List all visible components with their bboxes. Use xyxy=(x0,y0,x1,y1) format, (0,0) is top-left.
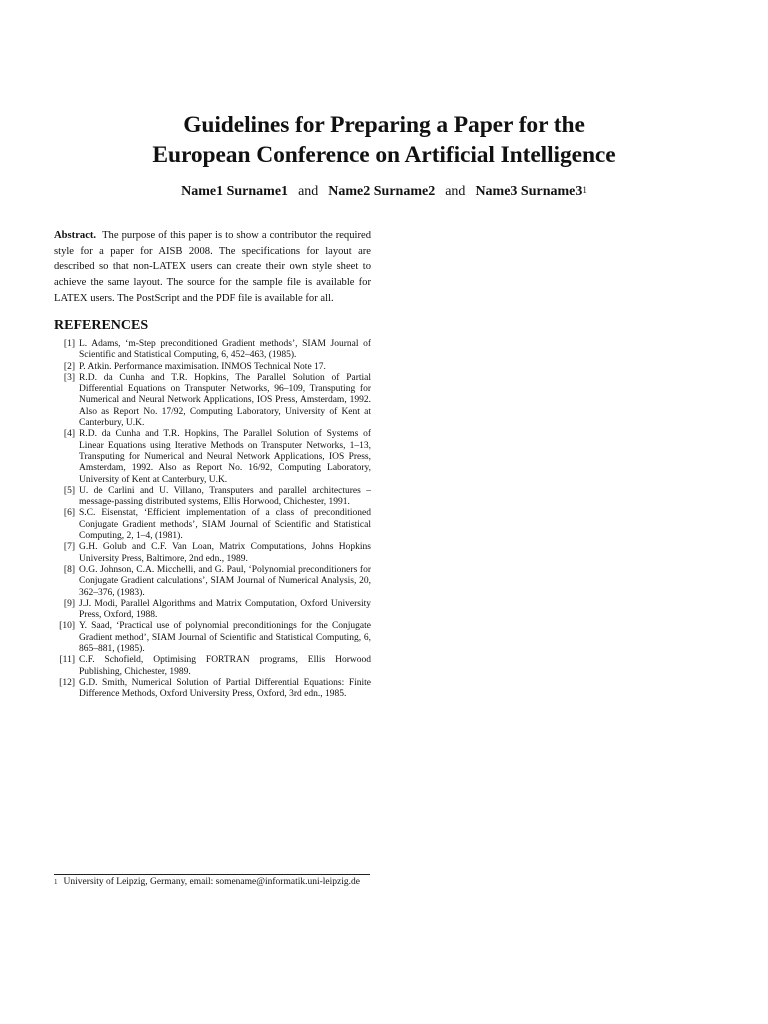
title-line-2: European Conference on Artificial Intelligence xyxy=(152,142,616,168)
abstract xyxy=(54,228,371,307)
reference-number: [8] xyxy=(63,564,75,575)
reference-item xyxy=(54,655,371,678)
reference-item xyxy=(54,373,371,429)
author-3: Name3 Surname3 xyxy=(475,184,583,199)
reference-text: U. de Carlini and U. Villano, Transputers and parallel architectures – message-passing distributed systems, Ellis Horwood, Chichester, 1991. xyxy=(79,485,371,508)
reference-text: P. Atkin. Performance maximisation. INMOS Technical Note 17. xyxy=(79,361,326,372)
reference-number: [2] xyxy=(63,361,75,372)
reference-text: Y. Saad, ‘Practical use of polynomial preconditionings for the Conjugate Gradient method’, SIAM Journal of Scientific and Statistical Computing, 6, 865–881, (1985). xyxy=(79,621,371,655)
author-line xyxy=(0,182,768,202)
reference-item xyxy=(54,621,371,655)
reference-item xyxy=(54,678,371,701)
footnote xyxy=(54,877,371,889)
reference-item xyxy=(54,565,371,599)
author-2: Name2 Surname2 xyxy=(328,184,436,199)
abstract-label: Abstract. xyxy=(54,230,97,241)
footnote-rule xyxy=(54,874,370,875)
author-separator: and xyxy=(445,184,466,199)
reference-text: O.G. Johnson, C.A. Micchelli, and G. Paul, ‘Polynomial preconditioners for Conjugate Gradient calculations’, SIAM Journal of Numerical Analysis, 20, 362–376, (1983). xyxy=(79,564,371,598)
reference-number: [3] xyxy=(63,372,75,383)
author-1: Name1 Surname1 xyxy=(181,184,289,199)
reference-text: R.D. da Cunha and T.R. Hopkins, The Parallel Solution of Systems of Linear Equations using Iterative Methods on Transputer Networks, 1–13, Transputing for Numerical and Neural Network Applications, IOS Press, Amsterdam, 1992. Also as Report No. 16/92, Computing Laboratory, University of Kent at Canterbury, U.K. xyxy=(79,429,371,485)
reference-number: [10] xyxy=(59,621,75,632)
abstract-text: The purpose of this paper is to show a contributor the required style for a paper for AISB 2008. The specifications for layout are described so that non-LATEX users can create their own style sheet to achieve the same layout. The source for the sample file is available for LATEX users. The PostScript and the PDF file is available for all. xyxy=(54,230,371,304)
reference-number: [9] xyxy=(63,598,75,609)
author-footnote-mark: 1 xyxy=(582,185,587,195)
reference-number: [7] xyxy=(63,542,75,553)
reference-number: [5] xyxy=(63,485,75,496)
reference-item xyxy=(54,508,371,542)
reference-text: G.D. Smith, Numerical Solution of Partial Differential Equations: Finite Difference Methods, Oxford University Press, Oxford, 3rd edn., 1985. xyxy=(79,677,371,700)
reference-item xyxy=(54,542,371,565)
references-list xyxy=(54,339,371,701)
references-heading: REFERENCES xyxy=(54,318,149,333)
author-separator: and xyxy=(298,184,319,199)
reference-number: [6] xyxy=(63,508,75,519)
reference-text: S.C. Eisenstat, ‘Efficient implementation of a class of preconditioned Conjugate Gradient methods’, SIAM Journal of Scientific and Statistical Computing, 2, 1–4, (1981). xyxy=(79,508,371,542)
reference-text: G.H. Golub and C.F. Van Loan, Matrix Computations, Johns Hopkins University Press, Baltimore, 2nd edn., 1989. xyxy=(79,542,371,564)
reference-item xyxy=(54,429,371,485)
reference-number: [11] xyxy=(59,655,75,666)
paper-title xyxy=(0,110,768,170)
reference-text: R.D. da Cunha and T.R. Hopkins, The Parallel Solution of Partial Differential Equations on Transputer Networks, 96–109, Transputing for Numerical and Neural Network Applications, IOS Press, Amsterdam, 1992. Also as Report No. 17/92, Computing Laboratory, University of Kent at Canterbury, U.K. xyxy=(79,372,371,429)
reference-item xyxy=(54,486,371,509)
reference-text: J.J. Modi, Parallel Algorithms and Matrix Computation, Oxford University Press, Oxford, 1988. xyxy=(79,598,371,621)
title-line-1: Guidelines for Preparing a Paper for the xyxy=(183,112,585,138)
reference-number: [12] xyxy=(59,677,75,688)
reference-number: [1] xyxy=(63,339,75,349)
reference-item xyxy=(54,339,371,362)
footnote-mark: 1 xyxy=(54,878,58,886)
footnote-text: University of Leipzig, Germany, email: somename@informatik.uni-leipzig.de xyxy=(63,877,360,887)
reference-item xyxy=(54,362,371,373)
reference-text: L. Adams, ‘m-Step preconditioned Gradient methods’, SIAM Journal of Scientific and Statistical Computing, 6, 452–463, (1985). xyxy=(79,339,371,361)
reference-item xyxy=(54,599,371,622)
reference-number: [4] xyxy=(63,429,75,440)
reference-text: C.F. Schofield, Optimising FORTRAN programs, Ellis Horwood Publishing, Chichester, 1989. xyxy=(79,655,371,677)
